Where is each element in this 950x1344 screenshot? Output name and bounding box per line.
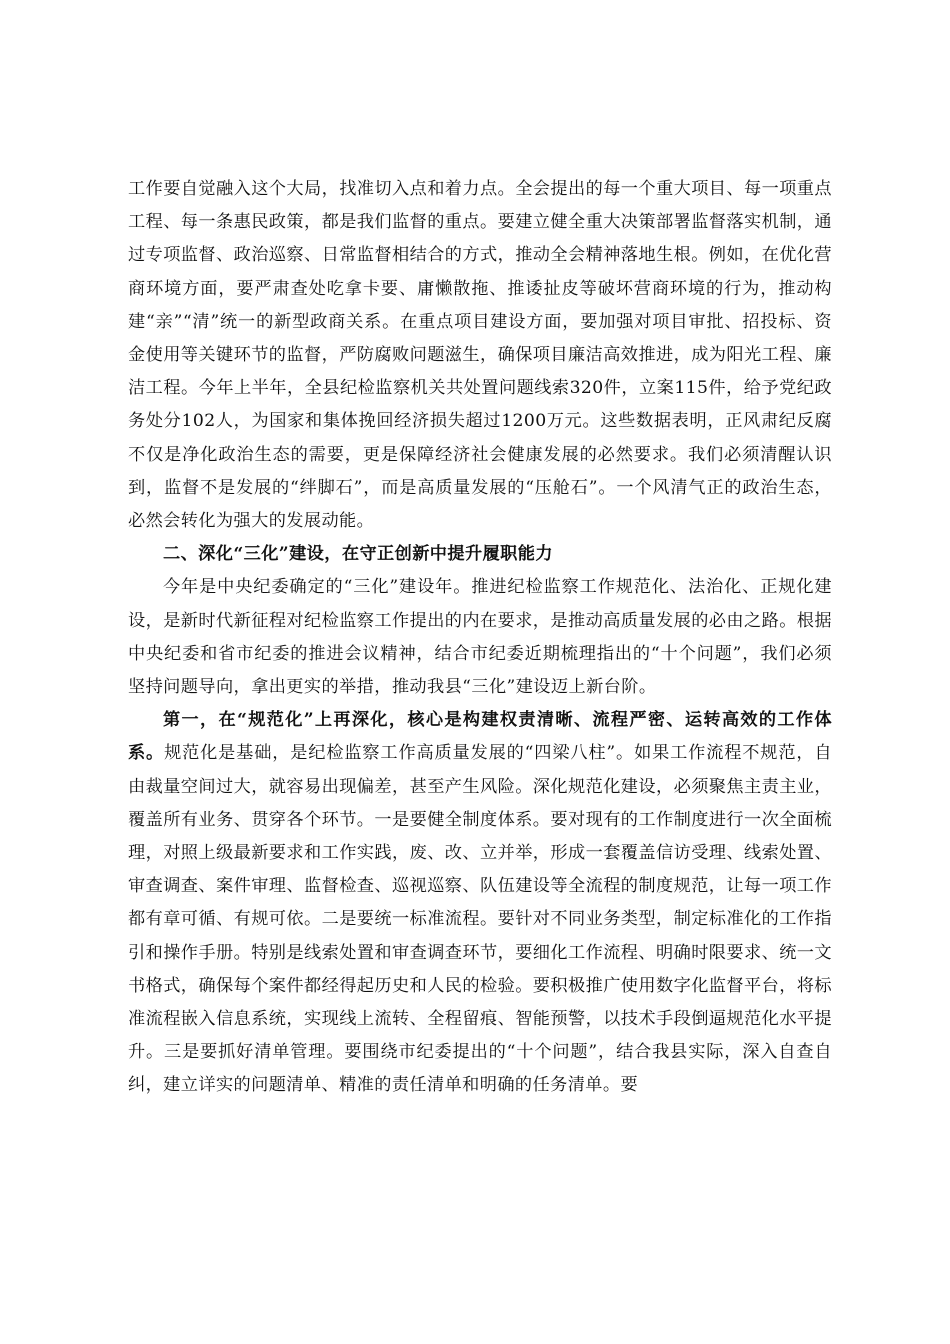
paragraph-lead-sentence: 第一，在“规范化”上再深化，核心是构建权责清晰、流程严密、运转高效的工作体系。 [128,710,832,764]
section-heading: 二、深化“三化”建设，在守正创新中提升履职能力 [163,544,553,565]
paragraph-continuation: 工作要自觉融入这个大局，找准切入点和着力点。全会提出的每一个重大项目、每一项重点工程、每一条惠民政策，都是我们监督的重点。要建立健全重大决策部署监督落实机制，通过专项监督、政治巡察、日常监督相结合的方式，推动全会精神落地生根。例如，在优化营商环境方面，要严肃查处吃拿卡要、庸懒散拖、推诿扯皮等破坏营商环境的行为，推动构建“亲”“清”统一的新型政商关系。在重点项目建设方面，要加强对项目审批、招投标、资金使用等关键环节的监督，严防腐败问题滋生，确保项目廉洁高效推进，成为阳光工程、廉洁工程。今年上半年，全县纪检监察机关共处置问题线索320件，立案115件，给予党纪政务处分102人，为国家和集体挽回经济损失超过1200万元。这些数据表明，正风肃纪反腐不仅是净化政治生态的需要，更是保障经济社会健康发展的必然要求。我们必须清醒认识到，监督不是发展的“绊脚石”，而是高质量发展的“压舱石”。一个风清气正的政治生态，必然会转化为强大的发展动能。 [128,179,832,532]
body-text [128,173,832,1103]
paragraph-body-text: 规范化是基础，是纪检监察工作高质量发展的“四梁八柱”。如果工作流程不规范，自由裁量空间过大，就容易出现偏差，甚至产生风险。深化规范化建设，必须聚焦主责主业，覆盖所有业务、贯穿各个环节。一是要健全制度体系。要对现有的工作制度进行一次全面梳理，对照上级最新要求和工作实践，废、改、立并举，形成一套覆盖信访受理、线索处置、审查调查、案件审理、监督检查、巡视巡察、队伍建设等全流程的制度规范，让每一项工作都有章可循、有规可依。二是要统一标准流程。要针对不同业务类型，制定标准化的工作指引和操作手册。特别是线索处置和审查调查环节，要细化工作流程、明确时限要求、统一文书格式，确保每个案件都经得起历史和人民的检验。要积极推广使用数字化监督平台，将标准流程嵌入信息系统，实现线上流转、全程留痕、智能预警，以技术手段倒逼规范化水平提升。三是要抓好清单管理。要围绕市纪委提出的“十个问题”，结合我县实际，深入自查自纠，建立详实的问题清单、精准的责任清单和明确的任务清单。要 [128,743,832,1096]
paragraph-intro: 今年是中央纪委确定的“三化”建设年。推进纪检监察工作规范化、法治化、正规化建设，是新时代新征程对纪检监察工作提出的内在要求，是推动高质量发展的必由之路。根据中央纪委和省市纪委的推进会议精神，结合市纪委近期梳理指出的“十个问题”，我们必须坚持问题导向，拿出更实的举措，推动我县“三化”建设迈上新台阶。 [128,577,832,698]
paragraph-point-one [128,704,832,1102]
